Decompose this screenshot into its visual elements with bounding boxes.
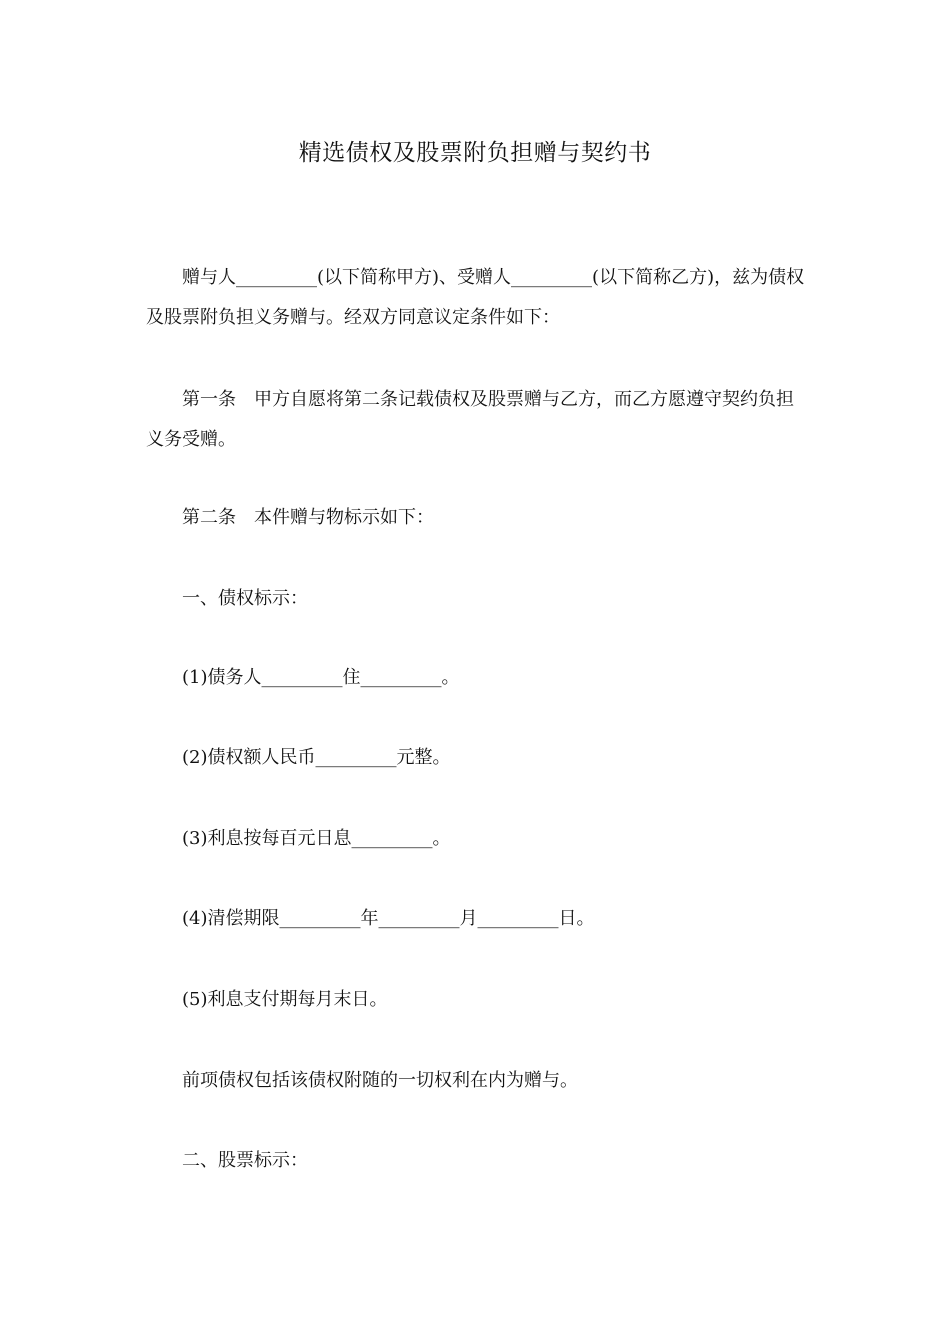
section-stock-heading: 二、股票标示：: [182, 1150, 308, 1171]
document-title: 精选债权及股票附负担赠与契约书: [298, 140, 652, 166]
article-one-paragraph: 第一条 甲方自愿将第二条记载债权及股票赠与乙方，而乙方愿遵守契约负担义务受赠。: [146, 389, 794, 450]
debt-rights-note: 前项债权包括该债权附随的一切权利在内为赠与。: [182, 1070, 578, 1091]
section-debt-heading: 一、债权标示：: [182, 588, 308, 609]
article-two-heading: 第二条 本件赠与物标示如下：: [182, 507, 434, 528]
intro-paragraph: 赠与人_________(以下简称甲方)、受赠人_________(以下简称乙方)，兹为债权及股票附负担义务赠与。经双方同意议定条件如下：: [146, 267, 805, 328]
debt-item-amount: (2)债权额人民币_________元整。: [182, 747, 451, 768]
debt-item-debtor: (1)债务人_________住_________。: [182, 667, 460, 688]
debt-item-interest: (3)利息按每百元日息_________。: [182, 828, 451, 849]
debt-item-payment-date: (5)利息支付期每月末日。: [182, 989, 388, 1010]
debt-item-term: (4)清偿期限_________年_________月_________日。: [182, 908, 595, 929]
